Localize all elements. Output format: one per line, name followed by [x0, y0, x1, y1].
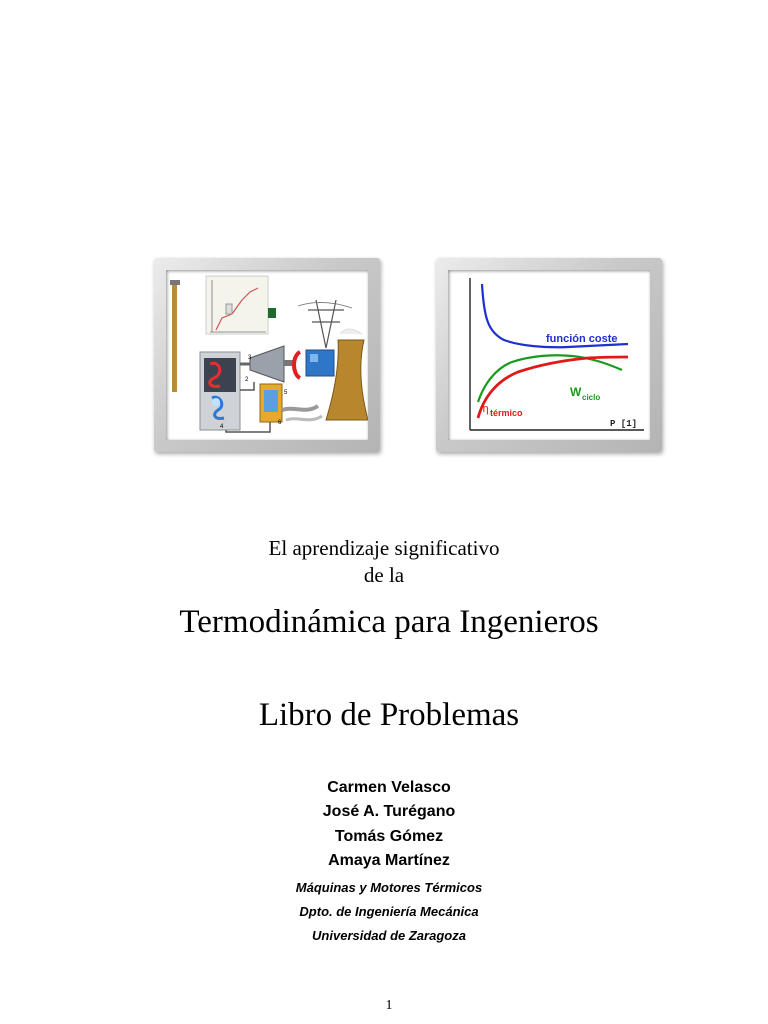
series-label-w-sub: ciclo — [582, 393, 601, 402]
author-name: Carmen Velasco — [327, 779, 451, 796]
coupling — [294, 352, 300, 378]
generator — [306, 350, 334, 376]
book-title: Termodinámica para Ingenieros — [179, 604, 599, 640]
series-label-w: W — [570, 385, 582, 399]
author-name: Tomás Gómez — [334, 828, 444, 845]
author-name: Amaya Martínez — [328, 852, 450, 869]
state-number: 3 — [248, 355, 252, 361]
state-number: 2 — [245, 377, 249, 383]
cover-image-plant-frame — [154, 258, 380, 452]
subtitle-line-2: de la — [363, 563, 405, 587]
author-name: José A. Turégano — [322, 803, 456, 820]
pole — [172, 284, 177, 392]
book-subtitle: Libro de Problemas — [258, 697, 520, 733]
series-label-eta-sub: térmico — [490, 408, 523, 418]
affiliation-line: Universidad de Zaragoza — [312, 928, 466, 943]
affiliation-line: Máquinas y Motores Térmicos — [295, 880, 483, 895]
state-number: 5 — [284, 390, 288, 396]
page-number: 1 — [385, 998, 393, 1013]
schematic-chart — [448, 270, 650, 440]
power-plant-diagram — [166, 270, 368, 440]
turbine — [250, 346, 284, 382]
x-axis-label: P [1] — [610, 419, 638, 429]
affiliation-line: Dpto. de Ingeniería Mecánica — [299, 904, 479, 919]
green-panel — [268, 308, 276, 318]
inset-diagram — [206, 276, 268, 334]
state-number: 4 — [220, 424, 224, 430]
cover-image-chart-frame — [436, 258, 662, 452]
state-number: 6 — [278, 420, 282, 426]
series-label-eta: η — [482, 402, 489, 415]
series-label-funcion-coste: función coste — [546, 333, 618, 345]
subtitle-line-1: El aprendizaje significativo — [268, 536, 500, 560]
